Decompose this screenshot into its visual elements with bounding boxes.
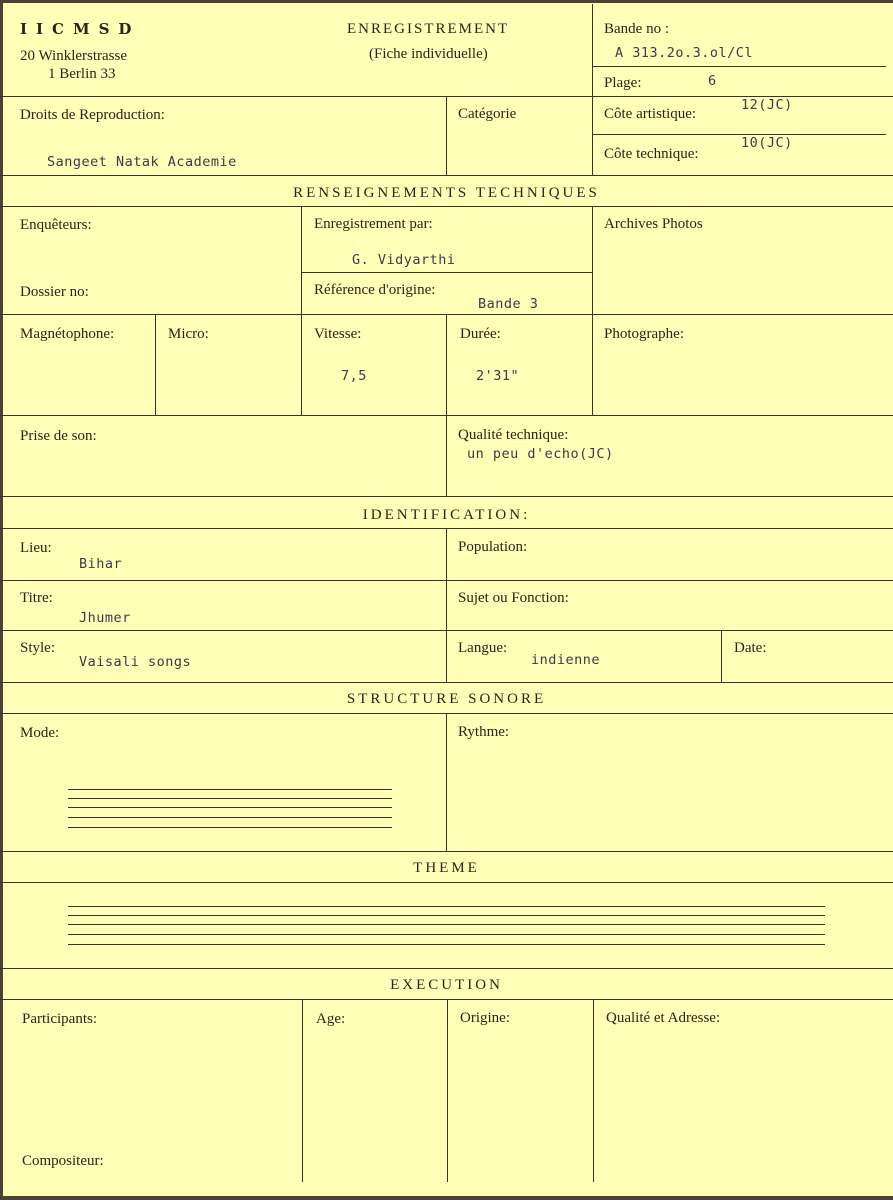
staff-line <box>68 798 392 799</box>
address-line: 20 Winklerstrasse <box>20 48 128 64</box>
vitesse-label: Vitesse: <box>314 326 362 342</box>
plage-value: 6 <box>708 73 717 89</box>
mode-label: Mode: <box>20 725 60 741</box>
rule <box>446 713 447 851</box>
photographe-label: Photographe: <box>604 326 684 342</box>
duree-value: 2'31" <box>476 368 520 384</box>
staff-line <box>68 807 392 808</box>
population-label: Population: <box>458 539 528 555</box>
reference-value: Bande 3 <box>478 296 539 312</box>
rule <box>593 134 886 135</box>
staff-line <box>68 827 392 828</box>
rule <box>0 175 893 176</box>
dossier-label: Dossier no: <box>20 284 89 300</box>
rule <box>446 96 447 175</box>
enqueteurs-label: Enquêteurs: <box>20 217 92 233</box>
section-title-structure: STRUCTURE SONORE <box>346 691 547 707</box>
droits-label: Droits de Reproduction: <box>20 107 165 123</box>
rule <box>721 630 722 682</box>
magnetophone-label: Magnétophone: <box>20 326 115 342</box>
cote-artistique-value: 12(JC) <box>741 97 793 113</box>
rule <box>593 999 594 1182</box>
rule <box>302 272 592 273</box>
form-title: ENREGISTREMENT <box>347 21 510 37</box>
lieu-value: Bihar <box>79 556 123 572</box>
langue-value: indienne <box>531 652 601 668</box>
rule <box>0 882 893 883</box>
rule <box>0 968 893 969</box>
cote-technique-label: Côte technique: <box>604 146 699 162</box>
bande-label: Bande no : <box>604 21 669 37</box>
section-title-identification: IDENTIFICATION: <box>362 507 531 523</box>
vitesse-value: 7,5 <box>341 368 367 384</box>
cote-artistique-label: Côte artistique: <box>604 106 697 122</box>
prise-de-son-label: Prise de son: <box>20 428 97 444</box>
droits-value: Sangeet Natak Academie <box>47 154 237 170</box>
enregistrement-par-label: Enregistrement par: <box>314 216 433 232</box>
rule <box>0 851 893 852</box>
date-label: Date: <box>734 640 767 656</box>
participants-label: Participants: <box>22 1011 97 1027</box>
duree-label: Durée: <box>460 326 501 342</box>
style-label: Style: <box>20 640 56 656</box>
staff-line <box>68 934 825 935</box>
staff-line <box>68 817 392 818</box>
rule <box>593 66 886 67</box>
rule <box>592 206 593 415</box>
origine-label: Origine: <box>460 1010 510 1026</box>
qualite-adresse-label: Qualité et Adresse: <box>606 1010 721 1026</box>
rule <box>592 4 593 175</box>
rule <box>301 206 302 415</box>
rule <box>0 682 893 683</box>
rule <box>155 314 156 415</box>
categorie-label: Catégorie <box>458 106 517 122</box>
reference-label: Référence d'origine: <box>314 282 436 298</box>
rule <box>446 528 447 682</box>
titre-value: Jhumer <box>79 610 131 626</box>
staff-line <box>68 906 825 907</box>
style-value: Vaisali songs <box>79 654 192 670</box>
lieu-label: Lieu: <box>20 540 52 556</box>
rythme-label: Rythme: <box>458 724 510 740</box>
micro-label: Micro: <box>168 326 209 342</box>
card-edge-left <box>0 0 3 1200</box>
compositeur-label: Compositeur: <box>22 1153 104 1169</box>
section-title-theme: THEME <box>413 860 480 876</box>
staff-line <box>68 924 825 925</box>
rule <box>446 314 447 415</box>
archives-photos-label: Archives Photos <box>604 216 703 232</box>
rule <box>446 415 447 496</box>
card-edge-bottom <box>0 1196 893 1200</box>
staff-line <box>68 915 825 916</box>
cote-technique-value: 10(JC) <box>741 135 793 151</box>
institute-logo: IICMSD <box>20 20 141 38</box>
section-title-technical: RENSEIGNEMENTS TECHNIQUES <box>293 185 600 201</box>
rule <box>0 206 893 207</box>
bande-value: A 313.2o.3.ol/Cl <box>615 45 754 61</box>
staff-line <box>68 944 825 945</box>
plage-label: Plage: <box>604 75 642 91</box>
langue-label: Langue: <box>458 640 508 656</box>
qualite-technique-label: Qualité technique: <box>458 427 569 443</box>
titre-label: Titre: <box>20 590 53 606</box>
enregistrement-par-value: G. Vidyarthi <box>352 252 456 268</box>
form-subtitle: (Fiche individuelle) <box>369 46 488 62</box>
rule <box>302 999 303 1182</box>
address-line: 1 Berlin 33 <box>48 66 116 82</box>
rule <box>447 999 448 1182</box>
qualite-technique-value: un peu d'echo(JC) <box>467 446 614 462</box>
age-label: Age: <box>316 1011 346 1027</box>
card-edge-top <box>0 0 893 3</box>
sujet-label: Sujet ou Fonction: <box>458 590 569 606</box>
section-title-execution: EXECUTION <box>390 977 503 993</box>
rule <box>0 496 893 497</box>
staff-line <box>68 789 392 790</box>
